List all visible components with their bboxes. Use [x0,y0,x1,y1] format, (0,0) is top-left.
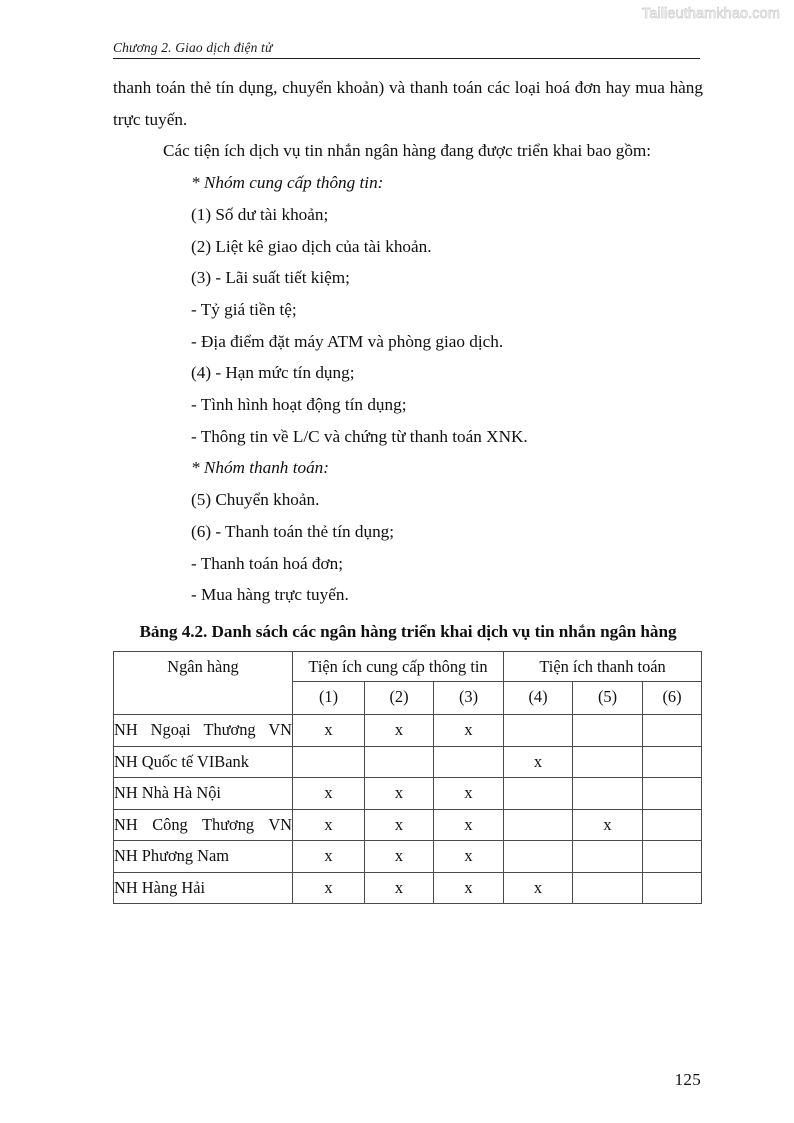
header-col-2: (2) [365,682,434,715]
running-header-text: Chương 2. Giao dịch điện tử [113,40,273,55]
cell-6 [643,809,702,841]
table-caption: Bảng 4.2. Danh sách các ngân hàng triển khai dịch vụ tin nhắn ngân hàng [139,622,677,641]
cell-4 [504,778,573,810]
site-watermark: Tailieuthamkhao.com [641,6,780,22]
cell-3: x [434,872,504,904]
header-col-4: (4) [504,682,573,715]
header-col-1: (1) [293,682,365,715]
cell-6 [643,872,702,904]
list-item-4c: - Thông tin về L/C và chứng từ thanh toán XNK. [191,426,528,446]
table-body [114,715,702,904]
cell-3: x [434,809,504,841]
header-info-utilities: Tiện ích cung cấp thông tin [293,652,504,682]
table-header-row-groups [114,652,702,682]
table-row [114,841,702,873]
list-item-4: (4) - Hạn mức tín dụng; [191,363,355,383]
cell-1 [293,746,365,778]
table-row [114,746,702,778]
body-content [113,72,703,611]
list-item-2: (2) Liệt kê giao dịch của tài khoản. [191,236,432,256]
cell-4: x [504,746,573,778]
list-item-4b: - Tình hình hoạt động tín dụng; [191,395,407,415]
header-col-5: (5) [573,682,643,715]
list-item-5: (5) Chuyển khoản. [191,490,320,510]
bank-name: NH Phương Nam [114,841,293,873]
header-payment-utilities: Tiện ích thanh toán [504,652,702,682]
heading-info-group: * Nhóm cung cấp thông tin: [191,173,384,193]
cell-5 [573,841,643,873]
cell-3: x [434,778,504,810]
cell-2: x [365,809,434,841]
paragraph-intro: thanh toán thẻ tín dụng, chuyển khoản) và thanh toán các loại hoá đơn hay mua hàng trực tuyến. [113,78,703,129]
cell-1: x [293,809,365,841]
cell-1: x [293,872,365,904]
cell-6 [643,841,702,873]
bank-services-table [113,651,702,904]
cell-3 [434,746,504,778]
table-row [114,715,702,747]
bank-name: NH Hàng Hải [114,872,293,904]
list-item-3b: - Tỷ giá tiền tệ; [191,299,297,319]
paragraph-lead-in: Các tiện ích dịch vụ tin nhắn ngân hàng đang được triển khai bao gồm: [163,141,652,161]
running-header [113,41,700,59]
bank-name: NH Ngoại Thương VN [114,715,293,747]
table-row [114,778,702,810]
cell-1: x [293,841,365,873]
table-row [114,809,702,841]
header-col-3: (3) [434,682,504,715]
table-head [114,652,702,715]
cell-3: x [434,715,504,747]
cell-4 [504,809,573,841]
list-item-6b: - Thanh toán hoá đơn; [191,553,343,573]
cell-6 [643,715,702,747]
table-row [114,872,702,904]
cell-5 [573,872,643,904]
list-item-3c: - Địa điểm đặt máy ATM và phòng giao dịch. [191,331,504,351]
cell-2: x [365,872,434,904]
cell-2: x [365,715,434,747]
cell-5 [573,746,643,778]
header-bank: Ngân hàng [114,652,293,715]
cell-1: x [293,778,365,810]
cell-6 [643,746,702,778]
header-col-6: (6) [643,682,702,715]
cell-5 [573,778,643,810]
list-item-3: (3) - Lãi suất tiết kiệm; [191,268,350,288]
page-number: 125 [674,1070,701,1089]
cell-2: x [365,841,434,873]
list-item-6c: - Mua hàng trực tuyến. [191,585,349,605]
heading-payment-group: * Nhóm thanh toán: [191,458,329,478]
cell-5 [573,715,643,747]
cell-4 [504,715,573,747]
cell-6 [643,778,702,810]
bank-name: NH Nhà Hà Nội [114,778,293,810]
cell-4: x [504,872,573,904]
cell-3: x [434,841,504,873]
bank-name: NH Quốc tế VIBank [114,746,293,778]
cell-2 [365,746,434,778]
list-item-6: (6) - Thanh toán thẻ tín dụng; [191,521,395,541]
list-item-1: (1) Số dư tài khoản; [191,204,329,224]
cell-5: x [573,809,643,841]
cell-2: x [365,778,434,810]
bank-name: NH Công Thương VN [114,809,293,841]
cell-1: x [293,715,365,747]
cell-4 [504,841,573,873]
